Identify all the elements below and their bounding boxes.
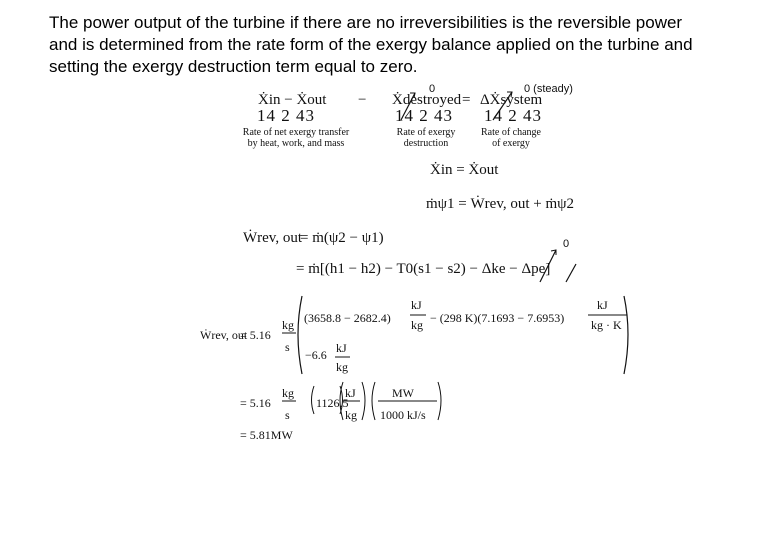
eq-mass-psi-balance: ṁψ1 = Ẇrev, out + ṁψ2 — [426, 196, 575, 212]
calc-result: = 5.81MW — [240, 428, 293, 442]
calc-wrev-lhs: Ẇrev, out — [200, 328, 248, 342]
unit-kg-3: kg — [336, 360, 348, 374]
eq-wrev-lhs: Ẇrev, out — [243, 230, 303, 246]
calc-enthalpy-term: (3658.8 − 2682.4) — [304, 311, 391, 325]
caption-change: Rate of change of exergy — [481, 127, 541, 149]
exergy-system-change: ΔẊsystem — [480, 92, 543, 108]
calc-entropy-term: − (298 K)(7.1693 − 7.6953) — [430, 311, 565, 325]
unit-1000-kJ-s: 1000 kJ/s — [380, 408, 426, 422]
unit-kg-5: kg — [345, 408, 357, 422]
calc-mass-flow-2: = 5.16 — [240, 396, 271, 410]
exergy-destroyed: Ẋdestroyed — [392, 92, 462, 108]
paragraph-line-1: The power output of the turbine if there are no irreversibilities is the reversible power — [49, 13, 683, 32]
eq-wrev-expanded: = ṁ[(h1 − h2) − T0(s1 − s2) − Δke − Δpe] — [296, 261, 551, 277]
calc-mass-flow-1: = 5.16 — [240, 328, 271, 342]
unit-kgK: kg · K — [591, 318, 622, 332]
unit-s-2: s — [285, 408, 290, 422]
unit-kg-1: kg — [282, 318, 294, 332]
underbrace-right: 14 2 43 — [484, 106, 542, 125]
exergy-in-minus-out: Ẋin − Ẋout — [258, 92, 327, 108]
caption-destruction: Rate of exergy destruction — [396, 127, 456, 149]
eq-xin-equals-xout: Ẋin = Ẋout — [430, 162, 499, 178]
unit-kJ-2: kJ — [597, 298, 608, 312]
underbrace-left: 14 2 43 — [257, 106, 315, 125]
calc-kinetic-term: −6.6 — [305, 348, 327, 362]
underbrace-mid: 14 2 43 — [395, 106, 453, 125]
minus-sign: − — [358, 92, 367, 108]
unit-kg-2: kg — [411, 318, 423, 332]
unit-kJ-4: kJ — [345, 386, 356, 400]
steady-annotation: 0 (steady) — [524, 83, 573, 95]
zero-annotation-2: 0 — [563, 238, 570, 250]
unit-MW: MW — [392, 386, 414, 400]
unit-s-1: s — [285, 340, 290, 354]
unit-kg-4: kg — [282, 386, 294, 400]
caption-net-transfer: Rate of net exergy transfer by heat, work, and mass — [242, 127, 350, 149]
unit-kJ-3: kJ — [336, 341, 347, 355]
unit-kJ-1: kJ — [411, 298, 422, 312]
paragraph-line-3: setting the exergy destruction term equal to zero. — [49, 57, 418, 76]
zero-annotation: 0 — [429, 83, 436, 95]
equals-sign: = — [462, 92, 471, 108]
eq-wrev-psi: = ṁ(ψ2 − ψ1) — [300, 230, 384, 246]
calc-1126: 1126.5 — [316, 396, 349, 410]
paragraph-line-2: and is determined from the rate form of the exergy balance applied on the turbine and — [49, 35, 693, 54]
